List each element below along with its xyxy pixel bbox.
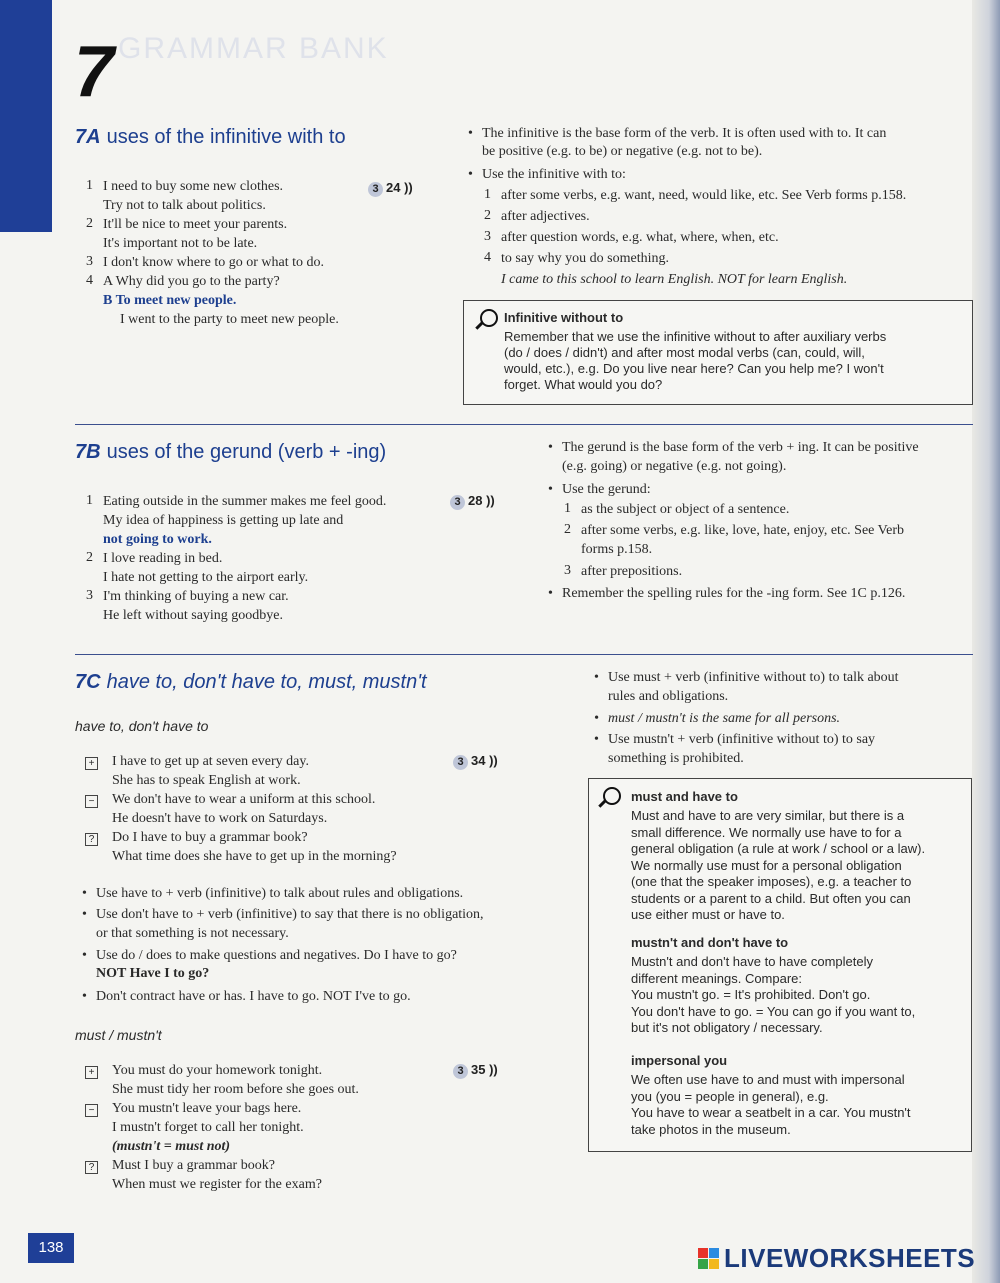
sub-number: 3 [484,229,491,244]
rule-bullet: • Don't contract have or has. I have to go. NOT I've to go. [96,987,411,1006]
example-line: Try not to talk about politics. [103,198,266,213]
note-heading: impersonal you [631,1053,728,1068]
example-line: She must tidy her room before she goes out. [112,1082,359,1097]
note-line: Mustn't and don't have to have completely [631,954,873,969]
note-line: You mustn't go. = It's prohibited. Don't go. [631,987,871,1002]
rule-bullet: • Use mustn't + verb (infinitive without to) to say [608,730,875,749]
question-icon: ? [85,833,98,846]
sub-number: 3 [564,563,571,578]
example-line: (mustn't = must not) [112,1139,231,1154]
audio-track-35[interactable]: 3 35 )) [453,1062,498,1079]
note-line: You have to wear a seatbelt in a car. You mustn't [631,1105,911,1120]
note-line: Must and have to are very similar, but there is a [631,808,905,823]
page-number: 138 [28,1233,74,1263]
page-edge-shadow [972,0,1000,1283]
rule-text: to say why you do something. [501,251,669,266]
rule-bullet: • must / mustn't is the same for all persons. [608,709,840,728]
section-7b-title: 7B uses of the gerund (verb + -ing) [75,441,387,463]
rule-text: something is prohibited. [608,751,744,766]
chapter-number: 7 [74,32,115,112]
item-number: 3 [86,588,93,603]
note-line: We normally use must for a personal obligation [631,857,902,873]
rule-text: forms p.158. [581,542,653,557]
note-paragraph [631,954,915,1037]
example-line: I don't know where to go or what to do. [103,255,325,270]
audio-track-28[interactable]: 3 28 )) [450,493,495,510]
magnifier-icon [603,787,621,805]
note-line: students or a parent to a child. But often you can [631,890,911,906]
rule-text: rules and obligations. [608,689,729,704]
rule-bullet: • Remember the spelling rules for the -ing form. See 1C p.126. [562,584,905,603]
rule-example: I came to this school to learn English. NOT for learn English. [501,272,848,287]
example-line: You mustn't leave your bags here. [112,1101,302,1116]
example-line: Must I buy a grammar book? [112,1158,275,1173]
chapter-color-bar [0,0,52,232]
subheading-have-to: have to, don't have to [75,718,209,734]
subheading-must: must / mustn't [75,1027,162,1043]
note-paragraph [631,1072,911,1138]
example-line: He left without saying goodbye. [103,608,284,623]
rule-bullet: • The gerund is the base form of the verb + ing. It can be positive [562,438,919,457]
question-icon: ? [85,1161,98,1174]
audio-track-34[interactable]: 3 34 )) [453,753,498,770]
sub-number: 4 [484,250,491,265]
note-line: you (you = people in general), e.g. [631,1088,829,1104]
section-divider [75,654,973,655]
note-heading: mustn't and don't have to [631,935,789,950]
example-line: He doesn't have to work on Saturdays. [112,811,328,826]
note-line: We often use have to and must with impersonal [631,1072,905,1087]
sub-number: 1 [564,501,571,516]
note-line: take photos in the museum. [631,1121,791,1137]
note-line: use either must or have to. [631,907,785,922]
item-number: 1 [86,493,93,508]
rule-text: (e.g. going) or negative (e.g. not going). [562,459,787,474]
item-number: 4 [86,273,93,288]
example-line: What time does she have to get up in the morning? [112,849,397,864]
brand-logo-icon [698,1248,720,1270]
example-line: A Why did you go to the party? [103,274,280,289]
note-heading: must and have to [631,789,738,804]
rule-text: NOT Have I to go? [96,966,210,981]
example-line: When must we register for the exam? [112,1177,322,1192]
note-line: Remember that we use the infinitive without to after auxiliary verbs [504,329,887,344]
ghost-heading: GRAMMAR BANK [118,32,389,65]
rule-bullet: • Use don't have to + verb (infinitive) to say that there is no obligation, [96,905,484,924]
minus-icon: − [85,1104,98,1117]
note-line: You don't have to go. = You can go if you want to, [631,1003,916,1019]
note-paragraph [631,808,925,924]
example-line: I love reading in bed. [103,551,223,566]
example-line: I hate not getting to the airport early. [103,570,309,585]
rule-bullet: • Use do / does to make questions and negatives. Do I have to go? [96,946,457,965]
minus-icon: − [85,795,98,808]
section-7c-title: 7C have to, don't have to, must, mustn't [75,671,427,693]
rule-text: after some verbs, e.g. like, love, hate, enjoy, etc. See Verb [581,523,905,538]
example-line: I went to the party to meet new people. [120,312,339,327]
example-line: Eating outside in the summer makes me feel good. [103,494,387,509]
note-line: small difference. We normally use have to for a [631,824,902,840]
rule-bullet: • Use the infinitive with to: [482,165,626,184]
sub-number: 2 [484,208,491,223]
section-divider [75,424,973,425]
example-line: It's important not to be late. [103,236,258,251]
plus-icon: + [85,757,98,770]
rule-bullet: • Use must + verb (infinitive without to) to talk about [608,668,899,687]
note-line: different meanings. Compare: [631,970,803,986]
note-line: would, etc.), e.g. Do you live near here? Can you help me? I won't [504,361,884,376]
note-infinitive-without-to [463,300,973,405]
section-7a-title: 7A uses of the infinitive with to [75,126,346,148]
example-line: We don't have to wear a uniform at this school. [112,792,376,807]
rule-text: after adjectives. [501,209,590,224]
note-line: forget. What would you do? [504,377,663,392]
note-line: (do / does / didn't) and after most modal verbs (can, could, will, [504,345,865,360]
note-line: but it's not obligatory / necessary. [631,1020,823,1035]
example-line: It'll be nice to meet your parents. [103,217,288,232]
magnifier-icon [480,309,498,327]
example-line: You must do your homework tonight. [112,1063,323,1078]
rule-text: as the subject or object of a sentence. [581,502,790,517]
rule-text: after some verbs, e.g. want, need, would like, etc. See Verb forms p.158. [501,188,907,203]
example-line: I mustn't forget to call her tonight. [112,1120,304,1135]
rule-text: after prepositions. [581,564,683,579]
example-line: I'm thinking of buying a new car. [103,589,289,604]
item-number: 1 [86,178,93,193]
example-line: She has to speak English at work. [112,773,301,788]
audio-track-24[interactable]: 3 24 )) [368,180,413,197]
item-number: 2 [86,550,93,565]
note-title: Infinitive without to [504,310,624,325]
example-line: My idea of happiness is getting up late and [103,513,344,528]
note-line: (one that the speaker imposes), e.g. a teacher to [631,874,912,889]
sub-number: 2 [564,522,571,537]
rule-text: be positive (e.g. to be) or negative (e.g. not to be). [482,144,763,159]
item-number: 2 [86,216,93,231]
sub-number: 1 [484,187,491,202]
example-line: I have to get up at seven every day. [112,754,309,769]
item-number: 3 [86,254,93,269]
rule-text: after question words, e.g. what, where, when, etc. [501,230,779,245]
note-must-have-to [588,778,972,1152]
example-line: Do I have to buy a grammar book? [112,830,308,845]
plus-icon: + [85,1066,98,1079]
example-line: not going to work. [103,532,212,547]
example-line: I need to buy some new clothes. [103,179,284,194]
brand-watermark: LIVEWORKSHEETS [724,1243,976,1273]
rule-bullet: • The infinitive is the base form of the verb. It is often used with to. It can [482,124,886,143]
rule-bullet: • Use the gerund: [562,480,651,499]
rule-text: or that something is not necessary. [96,926,289,941]
rule-bullet: • Use have to + verb (infinitive) to talk about rules and obligations. [96,884,463,903]
note-line: general obligation (a rule at work / school or a law). [631,841,926,856]
example-line: B To meet new people. [103,293,237,308]
